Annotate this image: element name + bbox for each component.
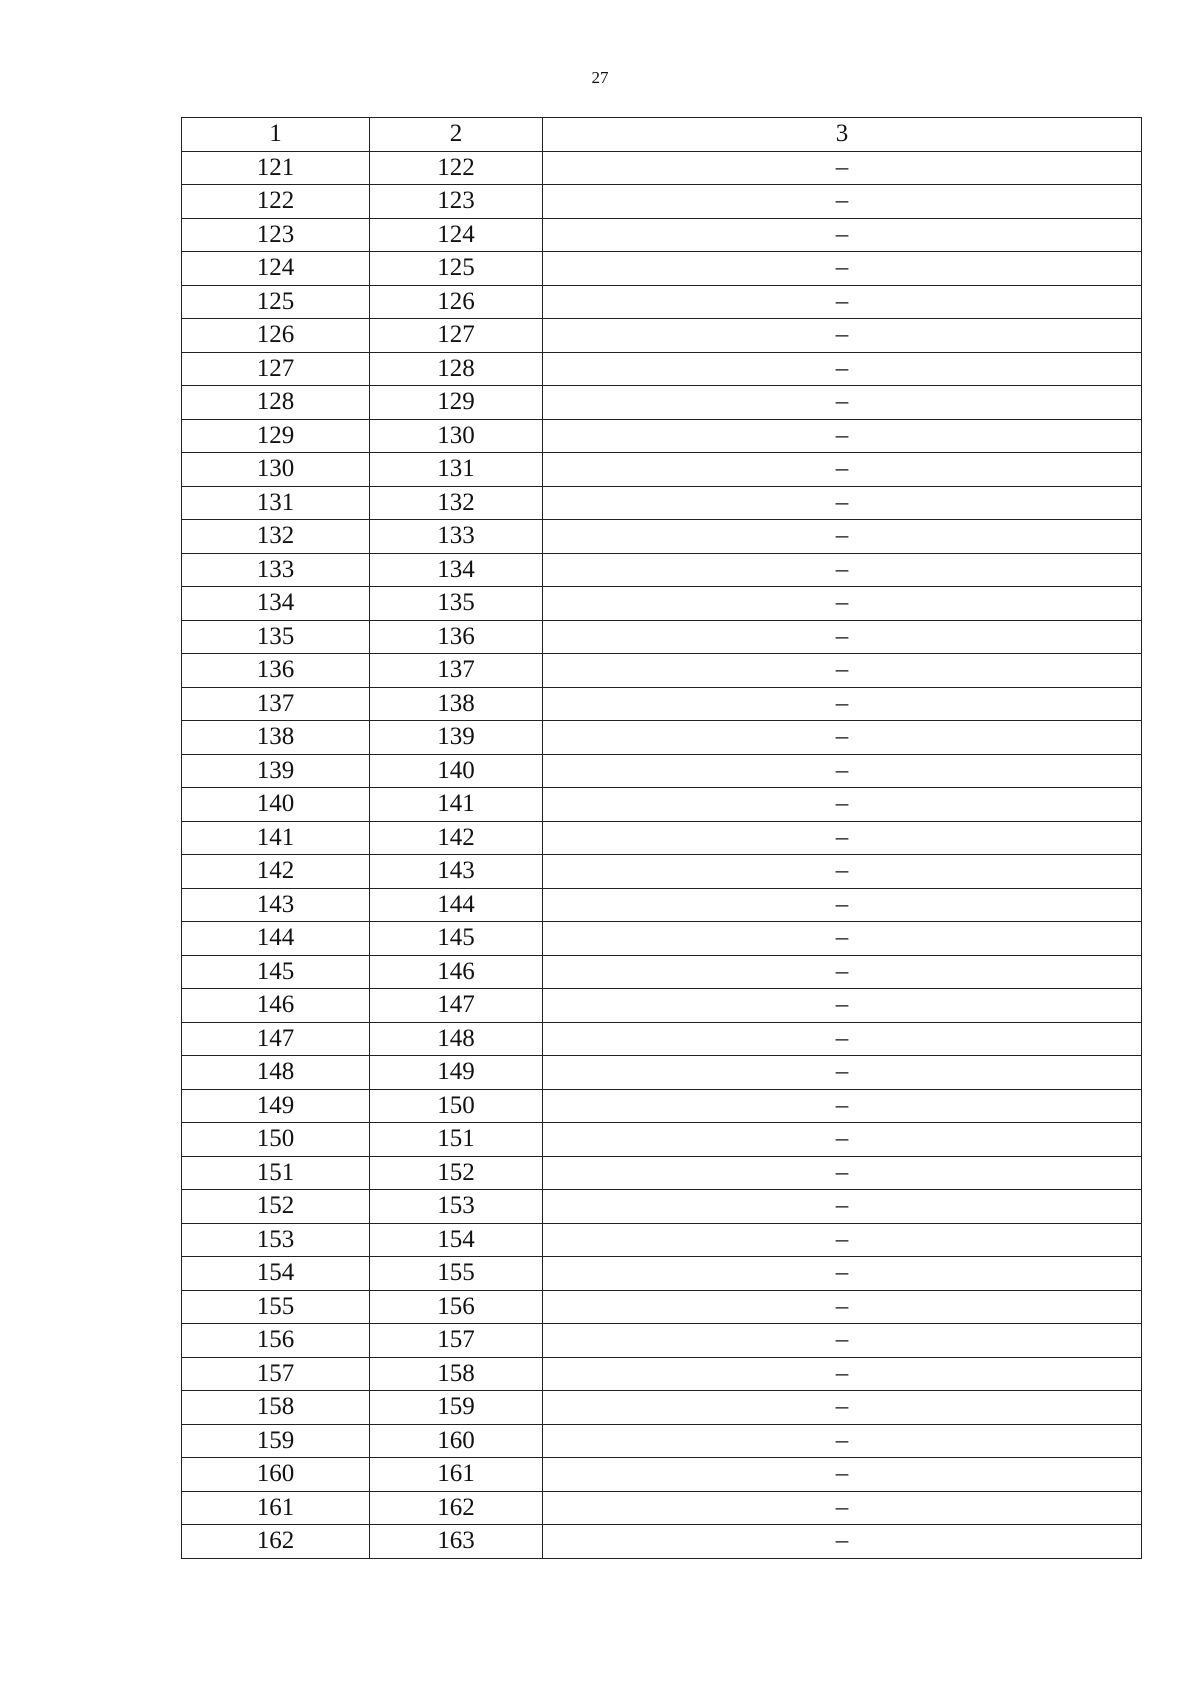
table-cell-col-1: 154 [182,1257,370,1291]
table-cell-col-3: – [543,687,1142,721]
table-cell-col-1: 151 [182,1156,370,1190]
table-cell-col-2: 143 [370,855,543,889]
table-cell-col-2: 140 [370,754,543,788]
table-cell-col-2: 125 [370,252,543,286]
table-row [182,1324,1142,1358]
table-row [182,687,1142,721]
table-cell-col-3: – [543,1123,1142,1157]
table-cell-col-3: – [543,151,1142,185]
table-cell-col-2: 146 [370,955,543,989]
table-cell-col-1: 123 [182,218,370,252]
table-cell-col-3: – [543,285,1142,319]
table-cell-col-3: – [543,1190,1142,1224]
table-cell-col-3: – [543,352,1142,386]
table-cell-col-3: – [543,553,1142,587]
table-row [182,955,1142,989]
table-cell-col-1: 159 [182,1424,370,1458]
table-cell-col-2: 122 [370,151,543,185]
table-cell-col-1: 146 [182,989,370,1023]
table-row [182,520,1142,554]
table-row [182,721,1142,755]
table-cell-col-3: – [543,821,1142,855]
table-cell-col-1: 139 [182,754,370,788]
table-row [182,989,1142,1023]
table-cell-col-2: 154 [370,1223,543,1257]
table-cell-col-2: 152 [370,1156,543,1190]
table-cell-col-1: 140 [182,788,370,822]
table-cell-col-3: – [543,654,1142,688]
table-cell-col-1: 148 [182,1056,370,1090]
column-header-2: 2 [370,118,543,152]
table-cell-col-3: – [543,319,1142,353]
table-cell-col-1: 152 [182,1190,370,1224]
table-cell-col-1: 161 [182,1491,370,1525]
table-cell-col-1: 155 [182,1290,370,1324]
table-row [182,754,1142,788]
table-cell-col-3: – [543,1056,1142,1090]
table-cell-col-2: 148 [370,1022,543,1056]
table-cell-col-1: 130 [182,453,370,487]
table-row [182,151,1142,185]
table-row [182,587,1142,621]
table-row [182,1491,1142,1525]
table-row [182,486,1142,520]
table-cell-col-2: 137 [370,654,543,688]
table-cell-col-3: – [543,218,1142,252]
table-cell-col-1: 149 [182,1089,370,1123]
table-cell-col-3: – [543,1491,1142,1525]
table-cell-col-3: – [543,419,1142,453]
table-cell-col-1: 142 [182,855,370,889]
table-cell-col-1: 121 [182,151,370,185]
table-cell-col-2: 131 [370,453,543,487]
table-row [182,1525,1142,1559]
table-cell-col-3: – [543,587,1142,621]
table-cell-col-3: – [543,1022,1142,1056]
table-cell-col-2: 128 [370,352,543,386]
table-cell-col-3: – [543,620,1142,654]
table-cell-col-3: – [543,922,1142,956]
table-cell-col-1: 134 [182,587,370,621]
table-cell-col-2: 138 [370,687,543,721]
table-cell-col-2: 134 [370,553,543,587]
table-cell-col-2: 160 [370,1424,543,1458]
table-cell-col-1: 144 [182,922,370,956]
table-row [182,1156,1142,1190]
table-cell-col-1: 162 [182,1525,370,1559]
table-cell-col-3: – [543,754,1142,788]
table-cell-col-2: 158 [370,1357,543,1391]
table-cell-col-3: – [543,888,1142,922]
table-cell-col-1: 131 [182,486,370,520]
table-cell-col-1: 138 [182,721,370,755]
table-cell-col-2: 156 [370,1290,543,1324]
table-cell-col-1: 143 [182,888,370,922]
table-cell-col-1: 158 [182,1391,370,1425]
table-cell-col-3: – [543,453,1142,487]
table-cell-col-2: 124 [370,218,543,252]
table-cell-col-2: 144 [370,888,543,922]
table-row [182,553,1142,587]
table-cell-col-2: 149 [370,1056,543,1090]
table-cell-col-3: – [543,1424,1142,1458]
table-cell-col-1: 124 [182,252,370,286]
table-cell-col-1: 126 [182,319,370,353]
table-cell-col-3: – [543,955,1142,989]
table-cell-col-1: 150 [182,1123,370,1157]
table-row [182,855,1142,889]
table-cell-col-3: – [543,1458,1142,1492]
table-cell-col-2: 162 [370,1491,543,1525]
table-cell-col-1: 125 [182,285,370,319]
table-row [182,218,1142,252]
table-row [182,788,1142,822]
table-cell-col-3: – [543,520,1142,554]
table-cell-col-2: 153 [370,1190,543,1224]
table-row [182,453,1142,487]
table-row [182,285,1142,319]
table-cell-col-2: 132 [370,486,543,520]
column-header-3: 3 [543,118,1142,152]
table-cell-col-1: 122 [182,185,370,219]
table-row [182,319,1142,353]
table-row [182,620,1142,654]
table-cell-col-1: 157 [182,1357,370,1391]
table-cell-col-1: 136 [182,654,370,688]
table-row [182,386,1142,420]
table-row [182,252,1142,286]
table-cell-col-1: 156 [182,1324,370,1358]
table-cell-col-3: – [543,185,1142,219]
table-cell-col-2: 123 [370,185,543,219]
table-cell-col-3: – [543,1089,1142,1123]
table-cell-col-1: 133 [182,553,370,587]
table-cell-col-2: 157 [370,1324,543,1358]
table-cell-col-1: 147 [182,1022,370,1056]
table-cell-col-3: – [543,989,1142,1023]
table-cell-col-2: 142 [370,821,543,855]
table-cell-col-1: 127 [182,352,370,386]
table-row [182,1357,1142,1391]
table-cell-col-1: 137 [182,687,370,721]
table-row [182,1424,1142,1458]
table-cell-col-3: – [543,1223,1142,1257]
table-row [182,1391,1142,1425]
table-cell-col-3: – [543,1525,1142,1559]
table-cell-col-2: 139 [370,721,543,755]
table-row [182,922,1142,956]
table-row [182,1290,1142,1324]
column-header-1: 1 [182,118,370,152]
table-cell-col-1: 145 [182,955,370,989]
table-row [182,185,1142,219]
table-row [182,1223,1142,1257]
table-cell-col-2: 150 [370,1089,543,1123]
data-table [181,117,1142,1559]
table-cell-col-2: 136 [370,620,543,654]
table-cell-col-1: 129 [182,419,370,453]
table-row [182,1190,1142,1224]
table-body [182,151,1142,1558]
table-cell-col-3: – [543,486,1142,520]
table-row [182,1458,1142,1492]
table-row [182,1022,1142,1056]
table-cell-col-2: 127 [370,319,543,353]
table-cell-col-1: 135 [182,620,370,654]
table-cell-col-2: 126 [370,285,543,319]
table-row [182,352,1142,386]
table-row [182,821,1142,855]
table-cell-col-3: – [543,1156,1142,1190]
table-row [182,654,1142,688]
table-cell-col-1: 141 [182,821,370,855]
table-cell-col-3: – [543,855,1142,889]
table-cell-col-3: – [543,721,1142,755]
table-cell-col-1: 153 [182,1223,370,1257]
table-cell-col-3: – [543,386,1142,420]
table-cell-col-2: 163 [370,1525,543,1559]
table-cell-col-2: 151 [370,1123,543,1157]
table-cell-col-3: – [543,1257,1142,1291]
table-row [182,1089,1142,1123]
table-cell-col-2: 135 [370,587,543,621]
table-cell-col-2: 161 [370,1458,543,1492]
table-cell-col-3: – [543,788,1142,822]
table-row [182,888,1142,922]
table-cell-col-2: 145 [370,922,543,956]
table-cell-col-2: 133 [370,520,543,554]
table-cell-col-2: 159 [370,1391,543,1425]
table-cell-col-2: 147 [370,989,543,1023]
table-cell-col-2: 129 [370,386,543,420]
table-cell-col-3: – [543,1324,1142,1358]
table-cell-col-1: 132 [182,520,370,554]
table-cell-col-2: 130 [370,419,543,453]
table-header-row [182,118,1142,152]
table-cell-col-2: 155 [370,1257,543,1291]
table-row [182,1056,1142,1090]
table-cell-col-3: – [543,1391,1142,1425]
table-row [182,1257,1142,1291]
table-row [182,419,1142,453]
table-cell-col-1: 128 [182,386,370,420]
table-cell-col-2: 141 [370,788,543,822]
table-cell-col-3: – [543,252,1142,286]
table-cell-col-3: – [543,1290,1142,1324]
table-cell-col-3: – [543,1357,1142,1391]
page-number: 27 [591,68,609,87]
table-cell-col-1: 160 [182,1458,370,1492]
table-row [182,1123,1142,1157]
